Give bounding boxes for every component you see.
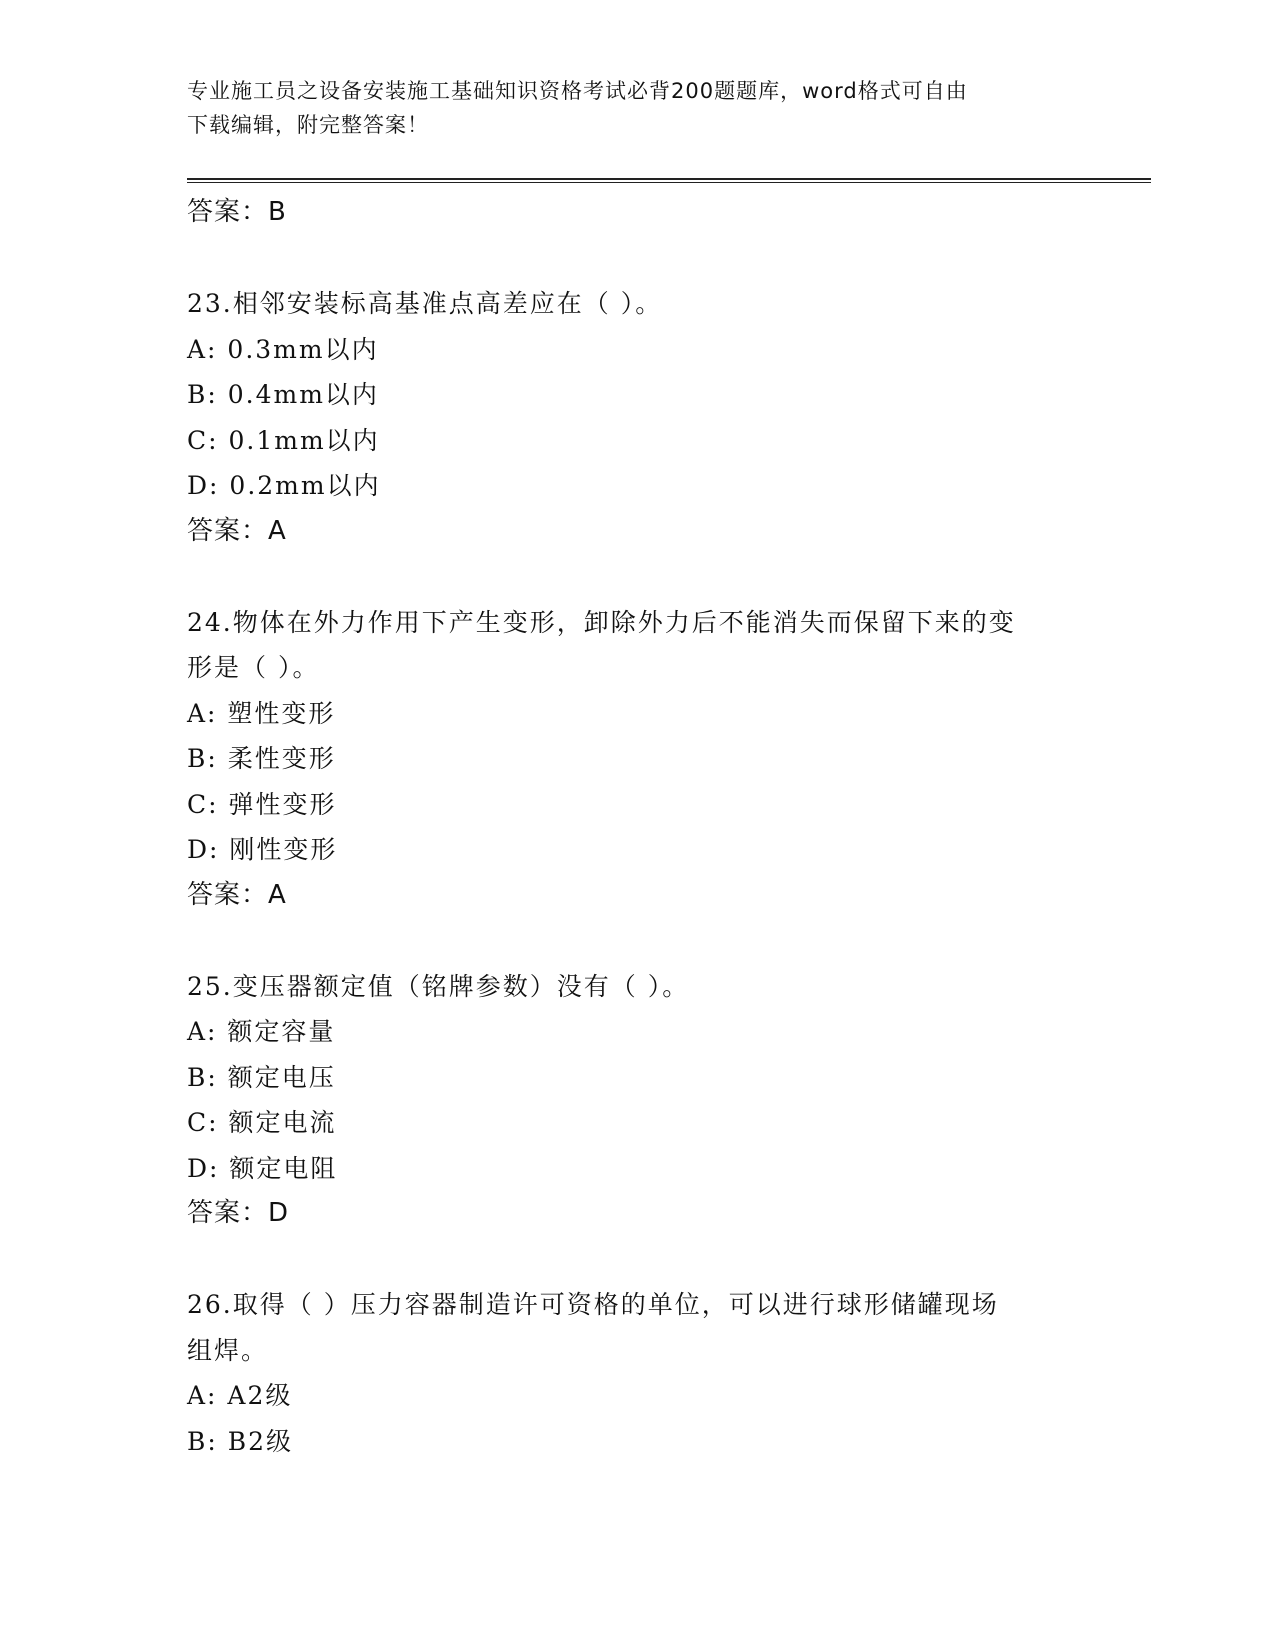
option-b: B: 额定电压	[187, 1062, 336, 1092]
question-23	[187, 281, 1087, 554]
answer-line: 答案：D	[187, 1198, 290, 1228]
question-stem-continued: 组焊。	[187, 1335, 269, 1365]
answer-line: 答案：B	[187, 197, 287, 227]
answer-line: 答案：A	[187, 515, 287, 546]
spacer	[187, 554, 1087, 600]
option-a: A: 额定容量	[187, 1017, 336, 1046]
option-a: A: A2级	[187, 1381, 293, 1410]
question-stem: 24.物体在外力作用下产生变形，卸除外力后不能消失而保留下来的变	[187, 607, 1016, 637]
option-a: A: 0.3mm以内	[187, 334, 379, 364]
header-line-2: 下载编辑，附完整答案！	[187, 113, 429, 137]
option-c: C: 额定电流	[187, 1108, 337, 1137]
option-b: B: 柔性变形	[187, 744, 336, 773]
question-stem: 23.相邻安装标高基准点高差应在（ ）。	[187, 289, 663, 318]
header-line-1: 专业施工员之设备安装施工基础知识资格考试必背200题题库，word格式可自由	[187, 79, 968, 103]
option-c: C: 0.1mm以内	[187, 425, 380, 455]
option-b: B: 0.4mm以内	[187, 380, 379, 409]
option-c: C: 弹性变形	[187, 789, 337, 819]
option-d: D: 额定电阻	[187, 1153, 338, 1183]
document-body	[187, 190, 1087, 1464]
question-25	[187, 964, 1087, 1237]
spacer	[187, 236, 1087, 282]
option-b: B: B2级	[187, 1426, 294, 1456]
question-24	[187, 600, 1087, 919]
answer-line: 答案：A	[187, 879, 287, 910]
option-d: D: 刚性变形	[187, 835, 338, 864]
question-stem-continued: 形是（ ）。	[187, 653, 320, 682]
option-d: D: 0.2mm以内	[187, 471, 381, 500]
document-header	[187, 74, 1087, 142]
question-stem: 25.变压器额定值（铭牌参数）没有（ ）。	[187, 971, 690, 1001]
question-26	[187, 1282, 1087, 1464]
option-a: A: 塑性变形	[187, 698, 336, 728]
header-divider	[187, 178, 1151, 183]
spacer	[187, 1237, 1087, 1283]
question-stem: 26.取得（ ）压力容器制造许可资格的单位，可以进行球形储罐现场	[187, 1290, 999, 1319]
spacer	[187, 918, 1087, 964]
